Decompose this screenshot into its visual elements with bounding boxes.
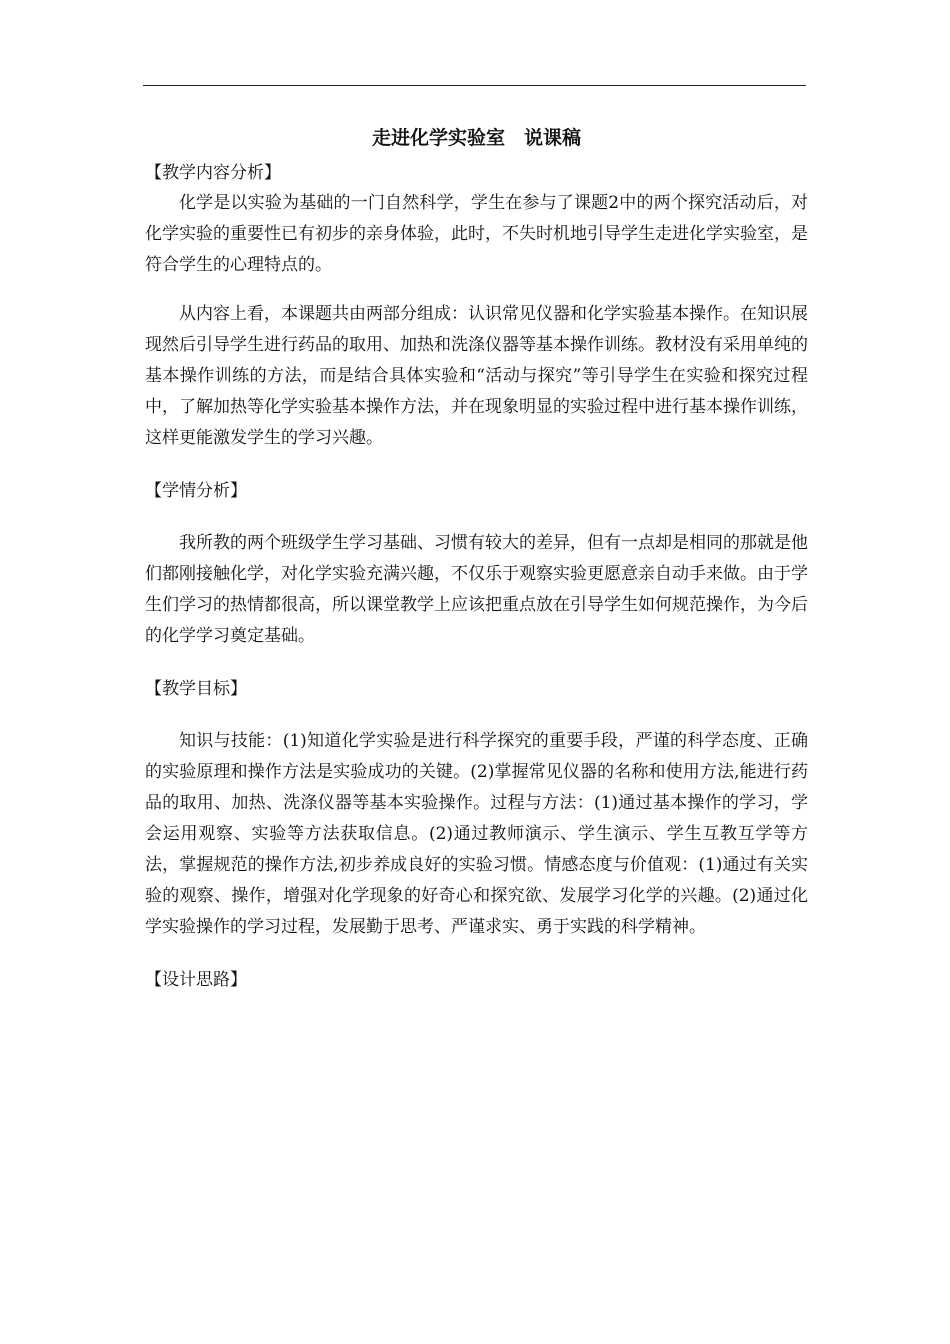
header-rule — [143, 85, 806, 86]
section-heading-teaching-objectives: 【教学目标】 — [145, 679, 247, 699]
section-heading-content-analysis: 【教学内容分析】 — [145, 163, 281, 183]
section-heading-student-analysis: 【学情分析】 — [145, 481, 247, 501]
paragraph: 化学是以实验为基础的一门自然科学，学生在参与了课题2中的两个探究活动后，对化学实验的重要性已有初步的亲身体验，此时，不失时机地引导学生走进化学实验室，是符合学生的心理特点的。 — [145, 193, 808, 275]
document-body — [145, 118, 808, 995]
paragraph: 我所教的两个班级学生学习基础、习惯有较大的差异，但有一点却是相同的那就是他们都刚接触化学，对化学实验充满兴趣，不仅乐于观察实验更愿意亲自动手来做。由于学生们学习的热情都很高，所以课堂教学上应该把重点放在引导学生如何规范操作，为今后的化学学习奠定基础。 — [145, 533, 808, 646]
section-heading-design-ideas: 【设计思路】 — [145, 970, 247, 990]
paragraph: 从内容上看，本课题共由两部分组成：认识常见仪器和化学实验基本操作。在知识展现然后引导学生进行药品的取用、加热和洗涤仪器等基本操作训练。教材没有采用单纯的基本操作训练的方法，而是结合具体实验和“活动与探究”等引导学生在实验和探究过程中，了解加热等化学实验基本操作方法，并在现象明显的实验过程中进行基本操作训练，这样更能激发学生的学习兴趣。 — [145, 304, 808, 448]
paragraph: 知识与技能：(1)知道化学实验是进行科学探究的重要手段，严谨的科学态度、正确的实验原理和操作方法是实验成功的关键。(2)掌握常见仪器的名称和使用方法,能进行药品的取用、加热、洗涤仪器等基本实验操作。过程与方法：(1)通过基本操作的学习，学会运用观察、实验等方法获取信息。(2)通过教师演示、学生演示、学生互教互学等方法，掌握规范的操作方法,初步养成良好的实验习惯。情感态度与价值观：(1)通过有关实验的观察、操作，增强对化学现象的好奇心和探究欲、发展学习化学的兴趣。(2)通过化学实验操作的学习过程，发展勤于思考、严谨求实、勇于实践的科学精神。 — [145, 731, 808, 937]
document-title: 走进化学实验室 说课稿 — [371, 127, 581, 149]
